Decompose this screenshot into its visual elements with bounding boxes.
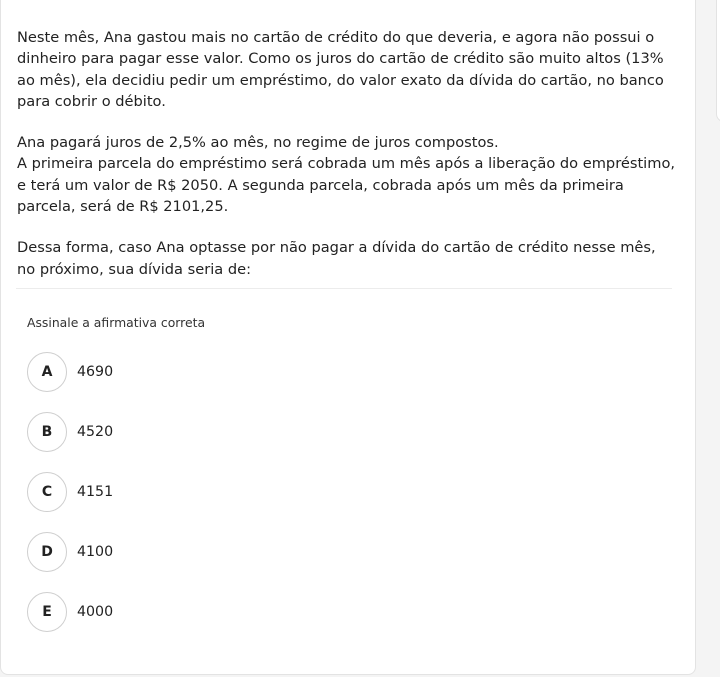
answer-options: [27, 352, 627, 652]
option-letter-badge[interactable]: E: [27, 592, 67, 632]
statement-paragraph: Neste mês, Ana gastou mais no cartão de crédito do que deveria, e agora não possui o dinheiro para pagar esse valor. Como os juros do cartão de crédito são muito altos (13% ao mês), ela decidiu pedir um empréstimo, do valor exato da dívida do cartão, no banco para cobrir o débito.: [17, 29, 664, 110]
divider: [16, 288, 672, 289]
statement-paragraph: Dessa forma, caso Ana optasse por não pagar a dívida do cartão de crédito nesse mês, no próximo, sua dívida seria de:: [17, 239, 656, 278]
question-statement: [17, 27, 677, 280]
option-text[interactable]: 4151: [77, 484, 114, 500]
option-d[interactable]: [27, 532, 627, 572]
option-e[interactable]: [27, 592, 627, 632]
instruction-text: Assinale a afirmativa correta: [27, 315, 206, 330]
option-letter-badge[interactable]: D: [27, 532, 67, 572]
option-text[interactable]: 4690: [77, 364, 114, 380]
option-letter-badge[interactable]: B: [27, 412, 67, 452]
option-text[interactable]: 4520: [77, 424, 114, 440]
option-text[interactable]: 4100: [77, 544, 114, 560]
option-a[interactable]: [27, 352, 627, 392]
statement-paragraph: A primeira parcela do empréstimo será cobrada um mês após a liberação do empréstimo, e terá um valor de R$ 2050. A segunda parcela, cobrada após um mês da primeira parcela, será de R$ 2101,25.: [17, 155, 676, 216]
statement-paragraph: Ana pagará juros de 2,5% ao mês, no regime de juros compostos.: [17, 134, 499, 152]
option-letter-badge[interactable]: C: [27, 472, 67, 512]
option-c[interactable]: [27, 472, 627, 512]
option-text[interactable]: 4000: [77, 604, 114, 620]
option-b[interactable]: [27, 412, 627, 452]
adjacent-panel: [716, 0, 720, 122]
option-letter-badge[interactable]: A: [27, 352, 67, 392]
